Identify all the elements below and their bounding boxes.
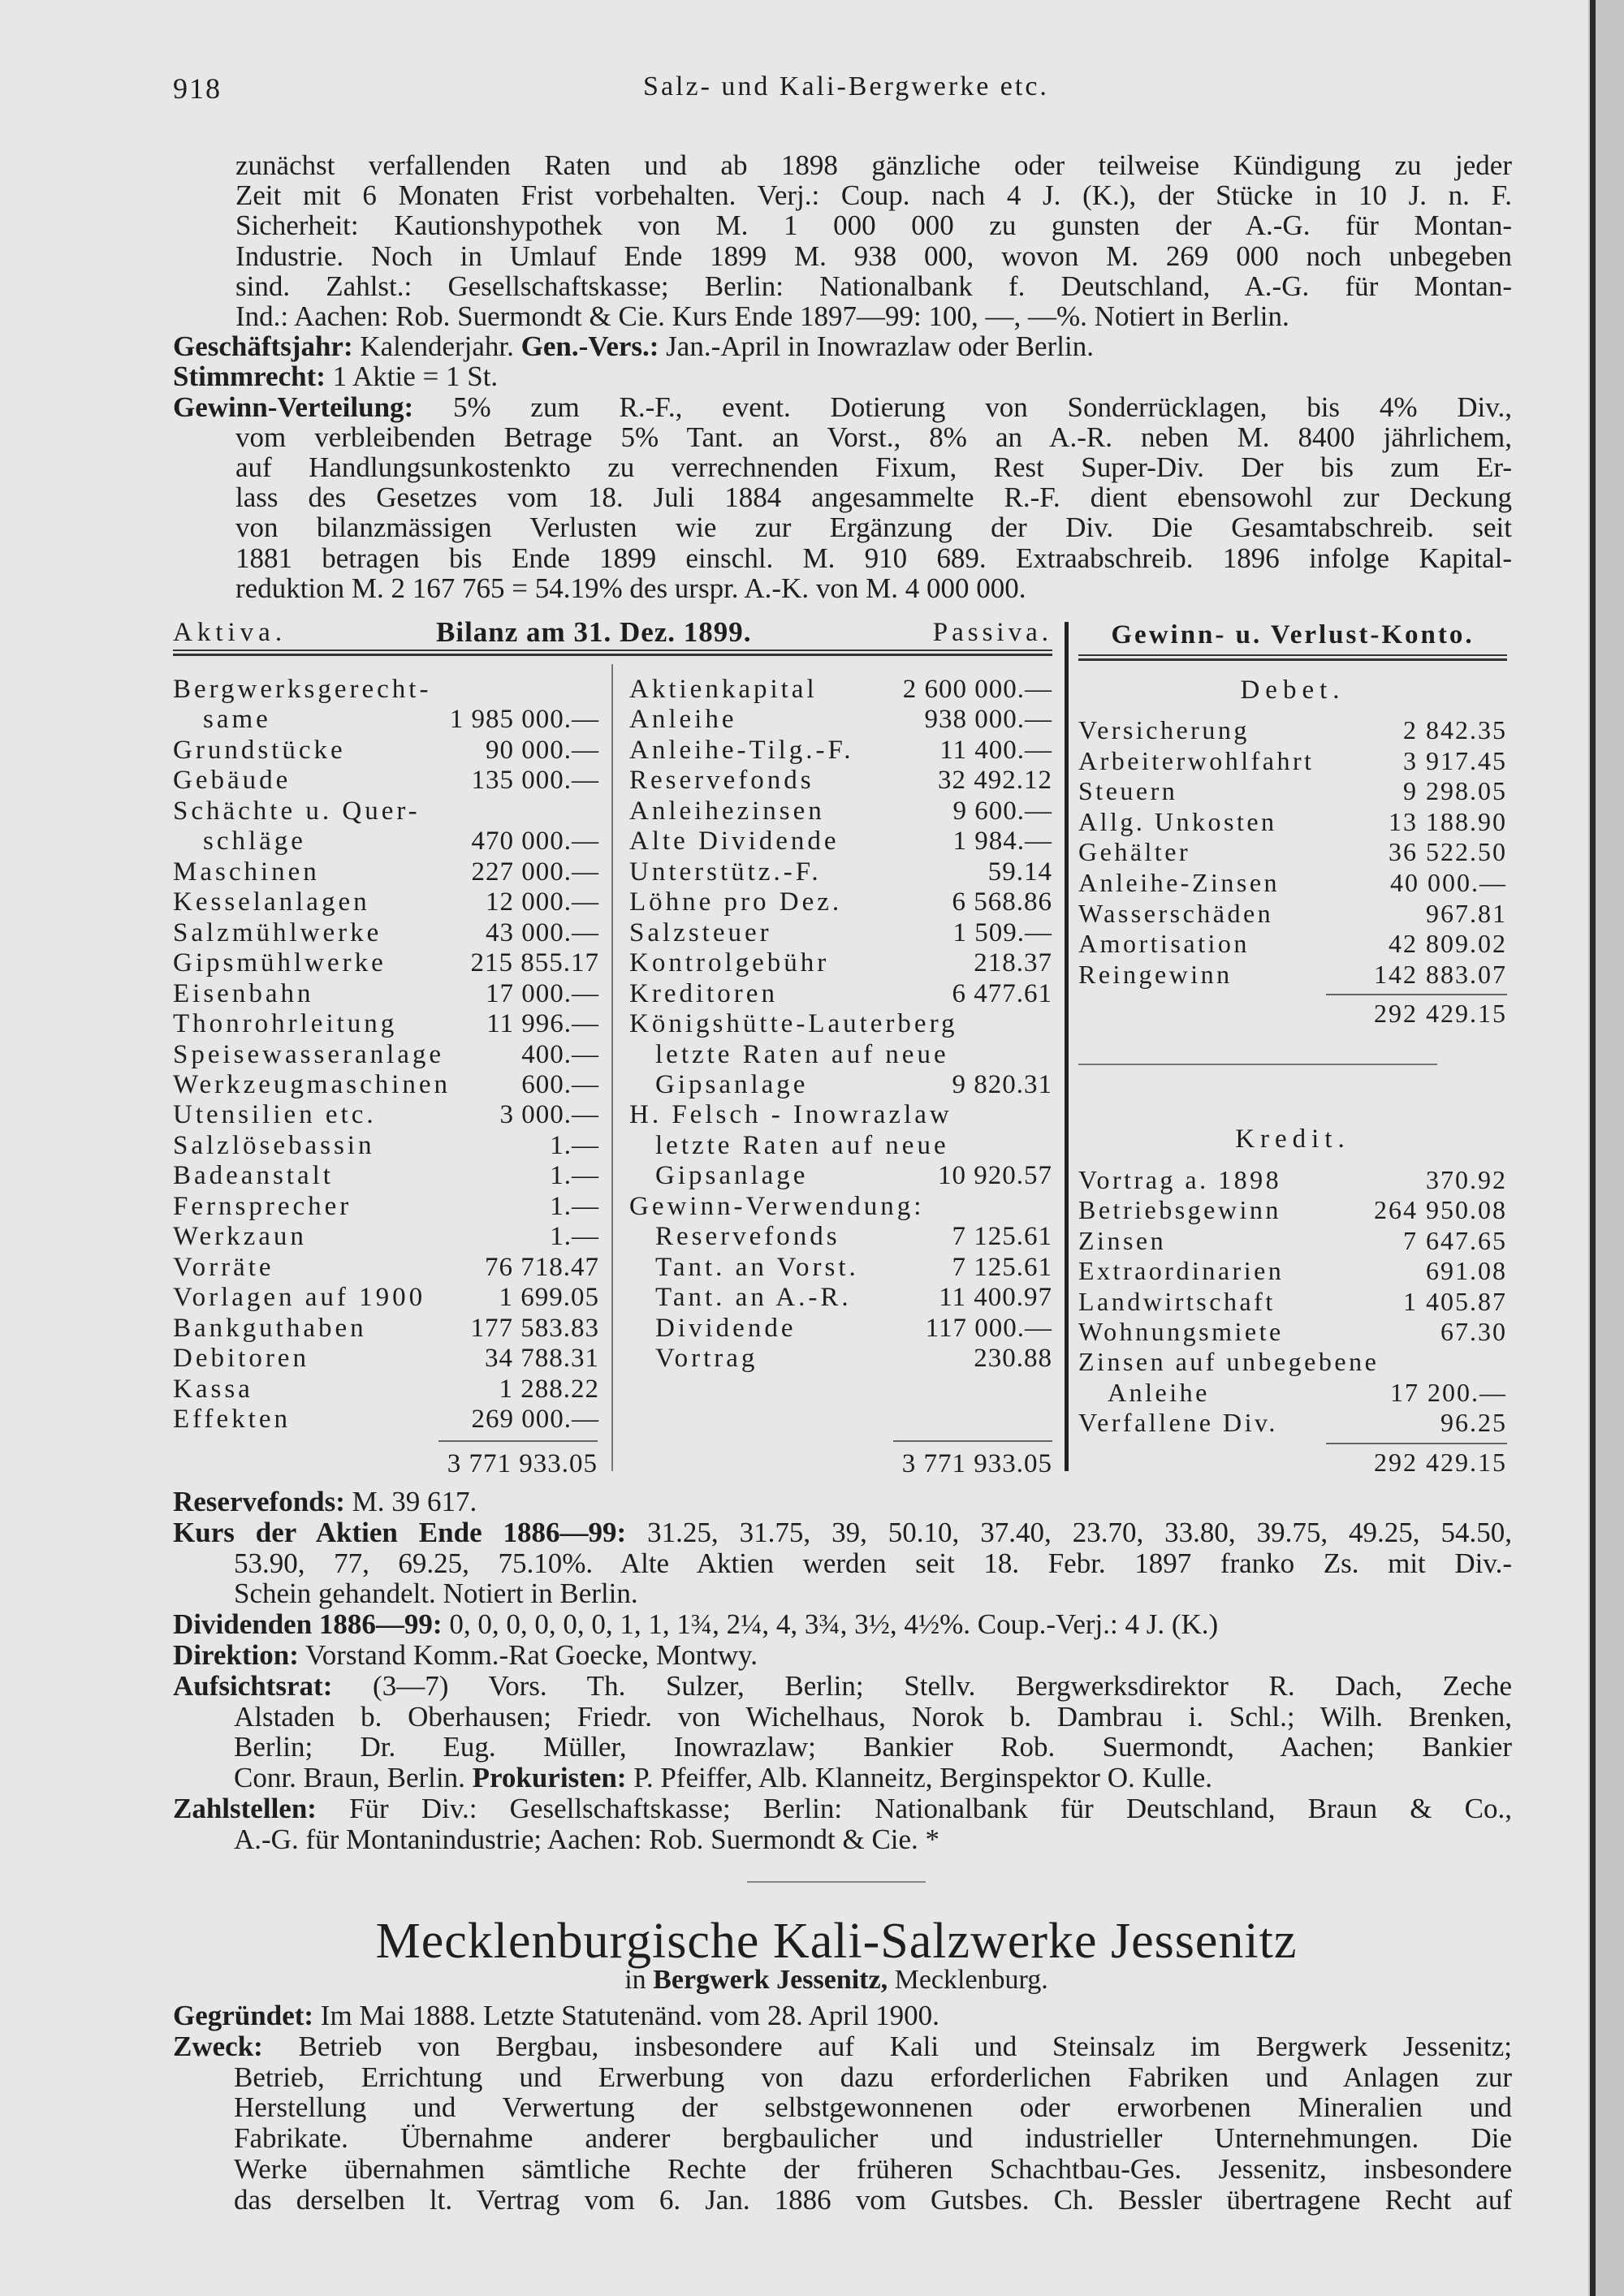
aktiva-row-amount: 215 855.17 xyxy=(470,948,599,978)
text-run: A.-G. für Montanindustrie; Aachen: Rob. Suermondt & Cie. * xyxy=(234,1823,940,1855)
aktiva-row-amount: 400.— xyxy=(521,1039,599,1069)
kredit-heading: Kredit. xyxy=(1235,1124,1350,1154)
text-line xyxy=(173,1793,1512,1825)
passiva-row-label: Anleihe-Tilg.-F. xyxy=(629,735,854,765)
aktiva-row-amount: 1.— xyxy=(550,1222,599,1252)
text-run: Alstaden b. Oberhausen; Friedr. von Wichelhaus, Norok b. Dambrau i. Schl.; Wilh. Brenken, xyxy=(234,1700,1512,1733)
text-run: Herstellung und Verwertung der selbstgewonnenen oder erworbenen Mineralien und xyxy=(234,2091,1512,2124)
text-line xyxy=(235,511,1512,544)
text-line xyxy=(235,481,1512,514)
debet-row-amount: 13 188.90 xyxy=(1389,806,1507,836)
aktiva-passiva-divider xyxy=(611,664,613,1471)
text-run: vom verbleibenden Betrage 5% Tant. an Vorst., 8% an A.-R. neben M. 8400 jährlichem, xyxy=(235,421,1512,453)
debet-row-label: Arbeiterwohlfahrt xyxy=(1078,745,1315,775)
field-label: Prokuristen: xyxy=(472,1762,627,1794)
passiva-row-label: Aktienkapital xyxy=(629,675,818,704)
field-label: Kurs der Aktien Ende 1886—99: xyxy=(173,1516,627,1548)
field-label: Gewinn-Verteilung: xyxy=(173,391,414,423)
aktiva-row-label: Schächte u. Quer- xyxy=(173,796,421,826)
kredit-row-amount: 17 200.— xyxy=(1390,1377,1507,1407)
debet-row-label: Gehälter xyxy=(1078,837,1191,867)
debet-row-amount: 3 917.45 xyxy=(1403,745,1507,775)
passiva-row-amount: 2 600 000.— xyxy=(902,675,1052,704)
aktiva-row-label: Vorlagen auf 1900 xyxy=(173,1283,426,1313)
text-run: Industrie. Noch in Umlauf Ende 1899 M. 938 000, wovon M. 269 000 noch unbegeben xyxy=(235,240,1512,272)
field-label: Gegründet: xyxy=(173,2000,314,2031)
text-line xyxy=(234,1823,1512,1856)
text-run: Kalenderjahr. xyxy=(352,330,521,363)
text-run: Vorstand Komm.-Rat Goecke, Montwy. xyxy=(298,1639,758,1671)
passiva-row-label: H. Felsch - Inowrazlaw xyxy=(629,1100,952,1130)
field-label: Reservefonds: xyxy=(173,1486,345,1517)
aktiva-row-label: Kesselanlagen xyxy=(173,887,370,917)
field-label: Aufsichtsrat: xyxy=(173,1669,333,1702)
aktiva-row-amount: 1.— xyxy=(550,1191,599,1221)
aktiva-row-label: Eisenbahn xyxy=(173,978,314,1008)
aktiva-total: 3 771 933.05 xyxy=(447,1449,598,1478)
kredit-row-label: Verfallene Div. xyxy=(1078,1408,1278,1438)
passiva-row-amount: 11 400.— xyxy=(939,735,1052,765)
debet-row-amount: 967.81 xyxy=(1426,898,1507,928)
debet-row-amount: 142 883.07 xyxy=(1374,959,1507,989)
text-line xyxy=(235,270,1512,303)
passiva-row-amount: 938 000.— xyxy=(924,705,1052,735)
aktiva-row-amount: 1 985 000.— xyxy=(449,705,599,735)
text-line xyxy=(235,542,1512,575)
kredit-row-amount: 1 405.87 xyxy=(1403,1286,1507,1316)
kredit-row-amount: 67.30 xyxy=(1440,1317,1507,1346)
debet-row-amount: 42 809.02 xyxy=(1389,929,1507,959)
subtitle-region: Mecklenburg. xyxy=(888,1965,1048,1995)
text-run: Sicherheit: Kautionshypothek von M. 1 000 000 zu gunsten der A.-G. für Montan- xyxy=(235,209,1512,242)
aktiva-row-label: Thonrohrleitung xyxy=(173,1009,398,1039)
bilanz-guv-divider xyxy=(1065,622,1069,1471)
aktiva-row-amount: 1.— xyxy=(550,1161,599,1191)
text-run: (3—7) Vors. Th. Sulzer, Berlin; Stellv. Bergwerksdirektor R. Dach, Zeche xyxy=(332,1669,1512,1702)
kredit-row-amount: 370.92 xyxy=(1426,1165,1507,1194)
text-line xyxy=(234,2061,1512,2094)
field-label: Direktion: xyxy=(173,1639,299,1671)
aktiva-row-label: Speisewasseranlage xyxy=(173,1039,445,1069)
kredit-row-label: Wohnungsmiete xyxy=(1078,1317,1284,1346)
aktiva-row-amount: 135 000.— xyxy=(471,766,599,796)
kredit-row-amount: 691.08 xyxy=(1426,1256,1507,1286)
aktiva-row-amount: 227 000.— xyxy=(471,857,599,887)
text-line xyxy=(235,149,1512,182)
kredit-row-label: Anleihe xyxy=(1108,1377,1210,1407)
kredit-row-label: Vortrag a. 1898 xyxy=(1078,1165,1282,1194)
passiva-row-amount: 1 509.— xyxy=(952,917,1052,947)
subtitle-location: Bergwerk Jessenitz, xyxy=(653,1965,888,1995)
company-title: Mecklenburgische Kali-Salzwerke Jessenitz xyxy=(375,1914,1298,1969)
passiva-row-amount: 6 568.86 xyxy=(952,887,1052,917)
text-run: 53.90, 77, 69.25, 75.10%. Alte Aktien werden seit 18. Febr. 1897 franko Zs. mit Div.- xyxy=(234,1547,1512,1579)
passiva-row-amount: 32 492.12 xyxy=(938,766,1052,796)
passiva-row-label: Löhne pro Dez. xyxy=(629,887,843,917)
text-run: lass des Gesetzes vom 18. Juli 1884 angesammelte R.-F. dient ebensowohl zur Deckung xyxy=(235,481,1512,514)
aktiva-row-amount: 3 000.— xyxy=(499,1100,599,1130)
running-title: Salz- und Kali-Bergwerke etc. xyxy=(643,71,1049,101)
passiva-row-label: Anleihezinsen xyxy=(629,796,825,826)
text-run: Zeit mit 6 Monaten Frist vorbehalten. Verj.: Coup. nach 4 J. (K.), der Stücke in 10 J. n. F. xyxy=(235,179,1512,212)
aktiva-row-label: Bankguthaben xyxy=(173,1313,367,1343)
aktiva-heading: Aktiva. xyxy=(173,618,287,647)
debet-total: 292 429.15 xyxy=(1374,999,1507,1028)
passiva-sum-rule xyxy=(893,1440,1052,1442)
field-label: Gen.-Vers.: xyxy=(520,330,659,363)
text-line xyxy=(173,1608,1512,1641)
bilanz-title: Bilanz am 31. Dez. 1899. xyxy=(436,616,752,648)
text-run: Fabrikate. Übernahme anderer bergbaulicher und industrieller Unternehmungen. Die xyxy=(234,2122,1512,2155)
aktiva-row-label: same xyxy=(203,705,271,735)
aktiva-row-label: Debitoren xyxy=(173,1344,309,1374)
aktiva-row-label: schläge xyxy=(203,826,306,857)
kredit-row-label: Zinsen xyxy=(1078,1225,1167,1255)
passiva-row-label: Gipsanlage xyxy=(655,1069,809,1099)
section-separator xyxy=(747,1881,926,1883)
text-line xyxy=(235,209,1512,242)
text-line xyxy=(173,1486,1512,1518)
field-label: Stimmrecht: xyxy=(173,360,326,393)
aktiva-row-label: Gipsmühlwerke xyxy=(173,948,387,978)
aktiva-row-amount: 76 718.47 xyxy=(485,1252,599,1282)
debet-row-label: Amortisation xyxy=(1078,929,1250,959)
passiva-row-amount: 59.14 xyxy=(987,857,1052,887)
passiva-row-label: Kontrolgebühr xyxy=(629,948,830,978)
kredit-row-label: Landwirtschaft xyxy=(1078,1286,1276,1316)
field-label: Zahlstellen: xyxy=(173,1793,317,1824)
page-number: 918 xyxy=(173,72,222,105)
passiva-row-amount: 9 600.— xyxy=(952,796,1052,826)
aktiva-row-label: Vorräte xyxy=(173,1252,274,1282)
text-run: Schein gehandelt. Notiert in Berlin. xyxy=(234,1577,638,1610)
text-run: 0, 0, 0, 0, 0, 0, 1, 1, 1¾, 2¼, 4, 3¾, 3½, 4½%. Coup.-Verj.: 4 J. (K.) xyxy=(442,1608,1219,1641)
debet-row-amount: 2 842.35 xyxy=(1403,715,1507,744)
text-line xyxy=(173,1517,1512,1549)
aktiva-row-amount: 17 000.— xyxy=(486,978,599,1008)
text-line xyxy=(234,2184,1512,2216)
aktiva-row-amount: 269 000.— xyxy=(471,1405,599,1435)
text-line xyxy=(173,2000,1512,2032)
text-run: M. 39 617. xyxy=(344,1486,477,1517)
aktiva-row-label: Effekten xyxy=(173,1405,292,1435)
subtitle-prefix: in xyxy=(624,1965,654,1995)
text-line xyxy=(234,1731,1512,1763)
company-subtitle xyxy=(0,1965,1624,1996)
passiva-row-label: Dividende xyxy=(655,1313,797,1343)
text-line xyxy=(235,421,1512,454)
passiva-row-label: Tant. an A.-R. xyxy=(655,1283,852,1313)
aktiva-sum-rule xyxy=(438,1440,598,1442)
text-run: zunächst verfallenden Raten und ab 1898 gänzliche oder teilweise Kündigung zu jeder xyxy=(235,149,1512,181)
text-run: Ind.: Aachen: Rob. Suermondt & Cie. Kurs Ende 1897—99: 100, —, —%. Notiert in Berlin. xyxy=(235,300,1289,332)
debet-row-label: Versicherung xyxy=(1078,715,1250,744)
text-run: Werke übernahmen sämtliche Rechte der früheren Schachtbau-Ges. Jessenitz, insbesondere xyxy=(234,2153,1512,2185)
aktiva-row-label: Salzlösebassin xyxy=(173,1130,375,1160)
aktiva-row-label: Bergwerksgerecht- xyxy=(173,675,432,704)
text-run: 1 Aktie = 1 St. xyxy=(325,360,499,393)
passiva-row-label: letzte Raten auf neue xyxy=(655,1039,949,1069)
passiva-row-label: Gewinn-Verwendung: xyxy=(629,1191,925,1221)
aktiva-row-amount: 177 583.83 xyxy=(470,1313,599,1343)
debet-row-amount: 36 522.50 xyxy=(1389,837,1507,867)
text-line xyxy=(173,391,1512,424)
passiva-row-amount: 117 000.— xyxy=(925,1313,1052,1343)
passiva-row-label: Alte Dividende xyxy=(629,826,840,857)
text-line xyxy=(234,2122,1512,2155)
passiva-row-label: Königshütte-Lauterberg xyxy=(629,1009,958,1039)
field-label: Dividenden 1886—99: xyxy=(173,1608,443,1641)
text-line xyxy=(234,2091,1512,2124)
passiva-row-amount: 10 920.57 xyxy=(938,1161,1052,1191)
passiva-row-label: Unterstütz.-F. xyxy=(629,857,822,887)
aktiva-row-amount: 600.— xyxy=(521,1069,599,1099)
debet-row-label: Wasserschäden xyxy=(1078,898,1274,928)
aktiva-row-label: Werkzeugmaschinen xyxy=(173,1069,451,1099)
aktiva-row-amount: 11 996.— xyxy=(486,1009,599,1039)
passiva-row-label: Gipsanlage xyxy=(655,1161,809,1191)
aktiva-row-amount: 1 288.22 xyxy=(499,1374,599,1404)
text-run: Für Div.: Gesellschaftskasse; Berlin: Nationalbank für Deutschland, Braun & Co., xyxy=(316,1793,1512,1824)
text-line xyxy=(234,1577,1512,1610)
kredit-row-amount: 7 647.65 xyxy=(1403,1225,1507,1255)
debet-heading: Debet. xyxy=(1240,675,1345,705)
text-run: Im Mai 1888. Letzte Statutenänd. vom 28. April 1900. xyxy=(313,2000,939,2031)
debet-sum-rule xyxy=(1326,994,1507,995)
text-line xyxy=(234,1701,1512,1733)
text-run: sind. Zahlst.: Gesellschaftskasse; Berlin: Nationalbank f. Deutschland, A.-G. für Montan- xyxy=(235,270,1512,302)
bilanz-header-rule xyxy=(173,650,1052,656)
text-run: reduktion M. 2 167 765 = 54.19% des urspr. A.-K. von M. 4 000 000. xyxy=(235,572,1026,604)
passiva-row-amount: 1 984.— xyxy=(952,826,1052,857)
text-line xyxy=(173,1670,1512,1703)
text-run: 5% zum R.-F., event. Dotierung von Sonderrücklagen, bis 4% Div., xyxy=(413,391,1512,423)
aktiva-row-amount: 1 699.05 xyxy=(499,1283,599,1313)
debet-row-label: Anleihe-Zinsen xyxy=(1078,868,1281,897)
passiva-row-label: Tant. an Vorst. xyxy=(655,1252,859,1282)
text-line xyxy=(173,2031,1512,2063)
guv-header-rule xyxy=(1078,654,1507,661)
aktiva-row-label: Maschinen xyxy=(173,857,320,887)
aktiva-row-amount: 12 000.— xyxy=(486,887,599,917)
debet-row-label: Reingewinn xyxy=(1078,959,1233,989)
passiva-row-label: Reservefonds xyxy=(655,1222,840,1252)
aktiva-row-label: Salzmühlwerke xyxy=(173,917,382,947)
guv-title: Gewinn- u. Verlust-Konto. xyxy=(1111,620,1475,650)
passiva-row-amount: 11 400.97 xyxy=(939,1283,1052,1313)
aktiva-row-label: Werkzaun xyxy=(173,1222,307,1252)
aktiva-row-amount: 34 788.31 xyxy=(485,1344,599,1374)
passiva-row-label: Reservefonds xyxy=(629,766,814,796)
passiva-row-amount: 230.88 xyxy=(974,1344,1052,1374)
kredit-row-amount: 96.25 xyxy=(1440,1408,1507,1438)
aktiva-row-label: Kassa xyxy=(173,1374,253,1404)
passiva-row-amount: 7 125.61 xyxy=(952,1252,1052,1282)
passiva-row-label: Anleihe xyxy=(629,705,737,735)
debet-row-amount: 9 298.05 xyxy=(1403,776,1507,806)
field-label: Geschäftsjahr: xyxy=(173,330,353,363)
passiva-row-label: Salzsteuer xyxy=(629,917,772,947)
kredit-row-label: Extraordinarien xyxy=(1078,1256,1285,1286)
text-line xyxy=(173,1639,1512,1672)
text-line xyxy=(235,240,1512,273)
text-line xyxy=(234,2153,1512,2186)
kredit-row-label: Zinsen auf unbegebene xyxy=(1078,1347,1380,1377)
aktiva-row-label: Badeanstalt xyxy=(173,1161,334,1191)
text-line xyxy=(235,179,1512,212)
passiva-row-amount: 6 477.61 xyxy=(952,978,1052,1008)
text-run: Betrieb von Bergbau, insbesondere auf Kali und Steinsalz im Bergwerk Jessenitz; xyxy=(262,2030,1512,2062)
passiva-row-label: Kreditoren xyxy=(629,978,778,1008)
kredit-row-label: Betriebsgewinn xyxy=(1078,1195,1281,1225)
passiva-row-amount: 9 820.31 xyxy=(952,1069,1052,1099)
text-line xyxy=(234,1762,1512,1794)
text-run: Conr. Braun, Berlin. xyxy=(234,1762,473,1794)
text-line xyxy=(173,360,1512,393)
text-run: Berlin; Dr. Eug. Müller, Inowrazlaw; Bankier Rob. Suermondt, Aachen; Bankier xyxy=(234,1731,1512,1763)
aktiva-row-amount: 90 000.— xyxy=(486,735,599,765)
text-line xyxy=(235,300,1512,333)
text-run: P. Pfeiffer, Alb. Klanneitz, Berginspektor O. Kulle. xyxy=(626,1762,1212,1794)
passiva-row-label: Vortrag xyxy=(655,1344,758,1374)
aktiva-row-amount: 43 000.— xyxy=(486,917,599,947)
aktiva-row-label: Grundstücke xyxy=(173,735,346,765)
text-line xyxy=(235,451,1512,484)
text-line xyxy=(173,330,1512,363)
aktiva-row-label: Fernsprecher xyxy=(173,1191,352,1221)
debet-kredit-separator xyxy=(1078,1064,1437,1065)
kredit-row-amount: 264 950.08 xyxy=(1374,1195,1507,1225)
kredit-sum-rule xyxy=(1326,1443,1507,1444)
debet-row-amount: 40 000.— xyxy=(1390,868,1507,897)
field-label: Zweck: xyxy=(173,2030,263,2062)
debet-row-label: Steuern xyxy=(1078,776,1178,806)
aktiva-row-amount: 470 000.— xyxy=(471,826,599,857)
aktiva-row-amount: 1.— xyxy=(550,1130,599,1160)
aktiva-row-label: Utensilien etc. xyxy=(173,1100,377,1130)
passiva-row-label: letzte Raten auf neue xyxy=(655,1130,949,1160)
text-line xyxy=(234,1547,1512,1580)
text-run: Betrieb, Errichtung und Erwerbung von dazu erforderlichen Fabriken und Anlagen zur xyxy=(234,2061,1512,2093)
passiva-heading: Passiva. xyxy=(932,618,1052,647)
debet-row-label: Allg. Unkosten xyxy=(1078,806,1277,836)
passiva-total: 3 771 933.05 xyxy=(901,1449,1052,1478)
text-run: Jan.-April in Inowrazlaw oder Berlin. xyxy=(659,330,1094,363)
passiva-row-amount: 218.37 xyxy=(974,948,1052,978)
text-line xyxy=(235,572,1512,605)
text-run: 1881 betragen bis Ende 1899 einschl. M. 910 689. Extraabschreib. 1896 infolge Kapital- xyxy=(235,542,1512,574)
kredit-total: 292 429.15 xyxy=(1374,1448,1507,1477)
text-run: auf Handlungsunkostenkto zu verrechnenden Fixum, Rest Super-Div. Der bis zum Er- xyxy=(235,451,1512,483)
text-run: das derselben lt. Vertrag vom 6. Jan. 1886 vom Gutsbes. Ch. Bessler übertragene Recht auf xyxy=(234,2183,1512,2216)
aktiva-row-label: Gebäude xyxy=(173,766,292,796)
text-run: 31.25, 31.75, 39, 50.10, 37.40, 23.70, 33.80, 39.75, 49.25, 54.50, xyxy=(626,1516,1512,1548)
text-run: von bilanzmässigen Verlusten wie zur Ergänzung der Div. Die Gesamtabschreib. seit xyxy=(235,511,1512,544)
passiva-row-amount: 7 125.61 xyxy=(952,1222,1052,1252)
